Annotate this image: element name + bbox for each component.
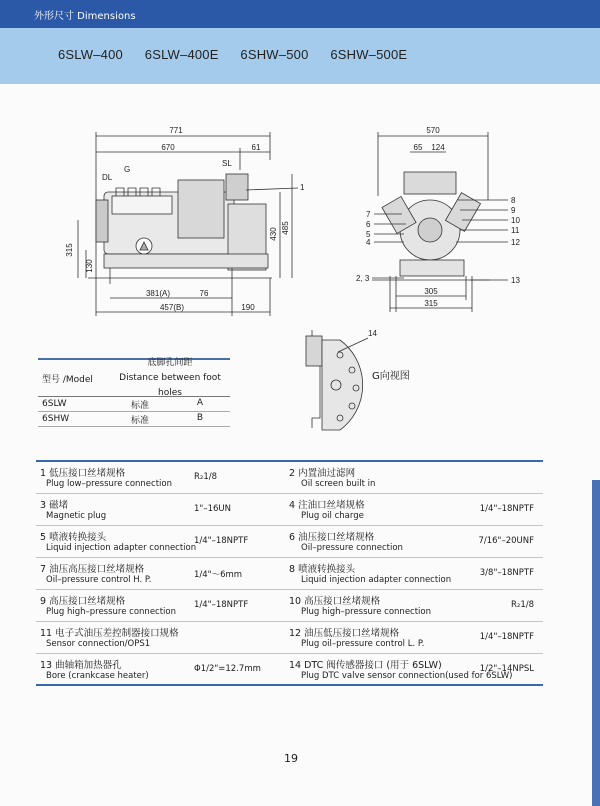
spec-zh: 12 油压低压接口丝堵规格 — [289, 628, 400, 639]
label-11: 11 — [511, 226, 520, 235]
section-title: 外形尺寸 Dimensions — [34, 11, 136, 22]
spec-zh: 2 内置油过滤网 — [289, 468, 356, 479]
g-view-drawing — [306, 330, 368, 430]
spec-en: Plug low–pressure connection — [46, 479, 172, 489]
table-row — [36, 590, 543, 622]
dim-570: 570 — [426, 126, 440, 135]
header-bar — [0, 0, 600, 28]
spec-zh: 3 磁堵 — [40, 500, 69, 511]
spec-en: Liquid injection adapter connection — [46, 543, 197, 553]
table-row — [38, 397, 230, 412]
page-number: 19 — [284, 752, 298, 765]
spec-en: Sensor connection/OPS1 — [46, 639, 151, 649]
spec-en: Bore (crankcase heater) — [46, 671, 149, 681]
spec-value: 1/4"～6mm — [194, 570, 243, 580]
table-row — [36, 526, 543, 558]
dim-305: 305 — [424, 287, 438, 296]
spec-en: Oil screen built in — [301, 479, 376, 489]
row-model: 6SLW — [42, 399, 67, 409]
label-dl: DL — [102, 173, 113, 182]
dim-124: 124 — [431, 143, 445, 152]
spec-en: Plug oil charge — [301, 511, 364, 521]
dim-381: 381(A) — [145, 289, 171, 298]
label-g: G — [124, 165, 131, 174]
spec-zh: 13 曲轴箱加热器孔 — [40, 660, 122, 671]
table-row — [36, 494, 543, 526]
row-model: 6SHW — [42, 414, 70, 424]
row-std: 标准 — [130, 400, 149, 411]
model-list — [58, 47, 425, 62]
spec-zh: 14 DTC 阀传感器接口 (用于 6SLW) — [289, 660, 442, 671]
foot-hole-table — [38, 358, 230, 427]
spec-value: 7/16"–20UNF — [478, 536, 534, 546]
dim-190: 190 — [241, 303, 255, 312]
spec-value: R₂1/8 — [511, 600, 534, 610]
spec-value: 1/4"–18NPTF — [479, 632, 534, 642]
label-8: 8 — [511, 196, 516, 205]
dim-315b: 315 — [424, 299, 438, 308]
spec-en: Plug oil–pressure control L. P. — [301, 639, 425, 649]
spec-en: Oil–pressure control H. P. — [46, 575, 152, 585]
spec-zh: 1 低压接口丝堵规格 — [40, 468, 126, 479]
spec-en: Plug DTC valve sensor connection(used for 6SLW) — [301, 671, 513, 681]
table-row — [36, 654, 543, 686]
spec-en: Oil–pressure connection — [301, 543, 403, 553]
label-10: 10 — [511, 216, 520, 225]
dim-315: 315 — [65, 243, 74, 257]
dim-430: 430 — [269, 227, 278, 241]
spec-zh: 8 喷液转换接头 — [289, 564, 356, 575]
label-13: 13 — [511, 276, 520, 285]
spec-value: 1/4"–18NPTF — [194, 536, 249, 546]
label-2-3: 2, 3 — [356, 274, 370, 283]
dim-457: 457(B) — [159, 303, 185, 312]
table-row — [36, 622, 543, 654]
label-7: 7 — [366, 210, 371, 219]
dim-76: 76 — [199, 289, 209, 298]
spec-zh: 6 油压接口丝堵规格 — [289, 532, 375, 543]
row-std: 标准 — [130, 415, 149, 426]
model-name: 6SHW–500 — [240, 47, 309, 62]
label-9: 9 — [511, 206, 516, 215]
spec-en: Plug high–pressure connection — [301, 607, 432, 617]
dim-65: 65 — [413, 143, 423, 152]
row-code: A — [196, 397, 204, 408]
model-name: 6SLW–400 — [58, 47, 123, 62]
row-code: B — [196, 412, 204, 423]
header-en: Distance between foot holes — [119, 372, 221, 398]
header-model: 型号 /Model — [42, 374, 93, 385]
table-row — [36, 462, 543, 494]
spec-value: Φ1/2"=12.7mm — [194, 664, 261, 674]
spec-value: R₂1/8 — [194, 472, 217, 482]
spec-value: 1/4"–18NPTF — [479, 504, 534, 514]
label-14: 14 — [368, 329, 377, 338]
spec-en: Liquid injection adapter connection — [301, 575, 452, 585]
model-name: 6SLW–400E — [144, 47, 219, 62]
table-row — [38, 412, 230, 427]
dim-670: 670 — [161, 143, 175, 152]
dim-130: 130 — [85, 259, 94, 273]
dim-485: 485 — [281, 221, 290, 235]
spec-zh: 9 高压接口丝堵规格 — [40, 596, 126, 607]
dim-771: 771 — [169, 126, 183, 135]
label-1: 1 — [300, 183, 305, 192]
spec-zh: 11 电子式油压差控制器接口规格 — [40, 628, 179, 639]
spec-zh: 5 喷液转换接头 — [40, 532, 107, 543]
label-4: 4 — [366, 238, 371, 247]
side-view-drawing — [78, 132, 298, 316]
label-5: 5 — [366, 230, 371, 239]
label-6: 6 — [366, 220, 371, 229]
spec-zh: 10 高压接口丝堵规格 — [289, 596, 381, 607]
spec-value: 1"–16UN — [194, 504, 231, 514]
spec-value: 1/4"–18NPTF — [194, 600, 249, 610]
dim-61: 61 — [251, 143, 261, 152]
g-view-title: G向视图 — [372, 371, 410, 382]
spec-en: Magnetic plug — [46, 511, 107, 521]
label-sl: SL — [222, 159, 232, 168]
label-12: 12 — [511, 238, 520, 247]
connection-spec-table — [36, 460, 543, 686]
side-accent-bar — [592, 480, 600, 806]
spec-en: Plug high–pressure connection — [46, 607, 177, 617]
front-view-drawing — [372, 132, 508, 312]
model-name: 6SHW–500E — [330, 47, 408, 62]
table-header — [38, 357, 230, 398]
header-zh: 底脚孔间距 — [147, 357, 193, 368]
spec-value: 1/2"–14NPSL — [479, 664, 534, 674]
table-row — [36, 558, 543, 590]
spec-value: 3/8"–18NPTF — [479, 568, 534, 578]
spec-zh: 7 油压高压接口丝堵规格 — [40, 564, 145, 575]
spec-zh: 4 注油口丝堵规格 — [289, 500, 365, 511]
